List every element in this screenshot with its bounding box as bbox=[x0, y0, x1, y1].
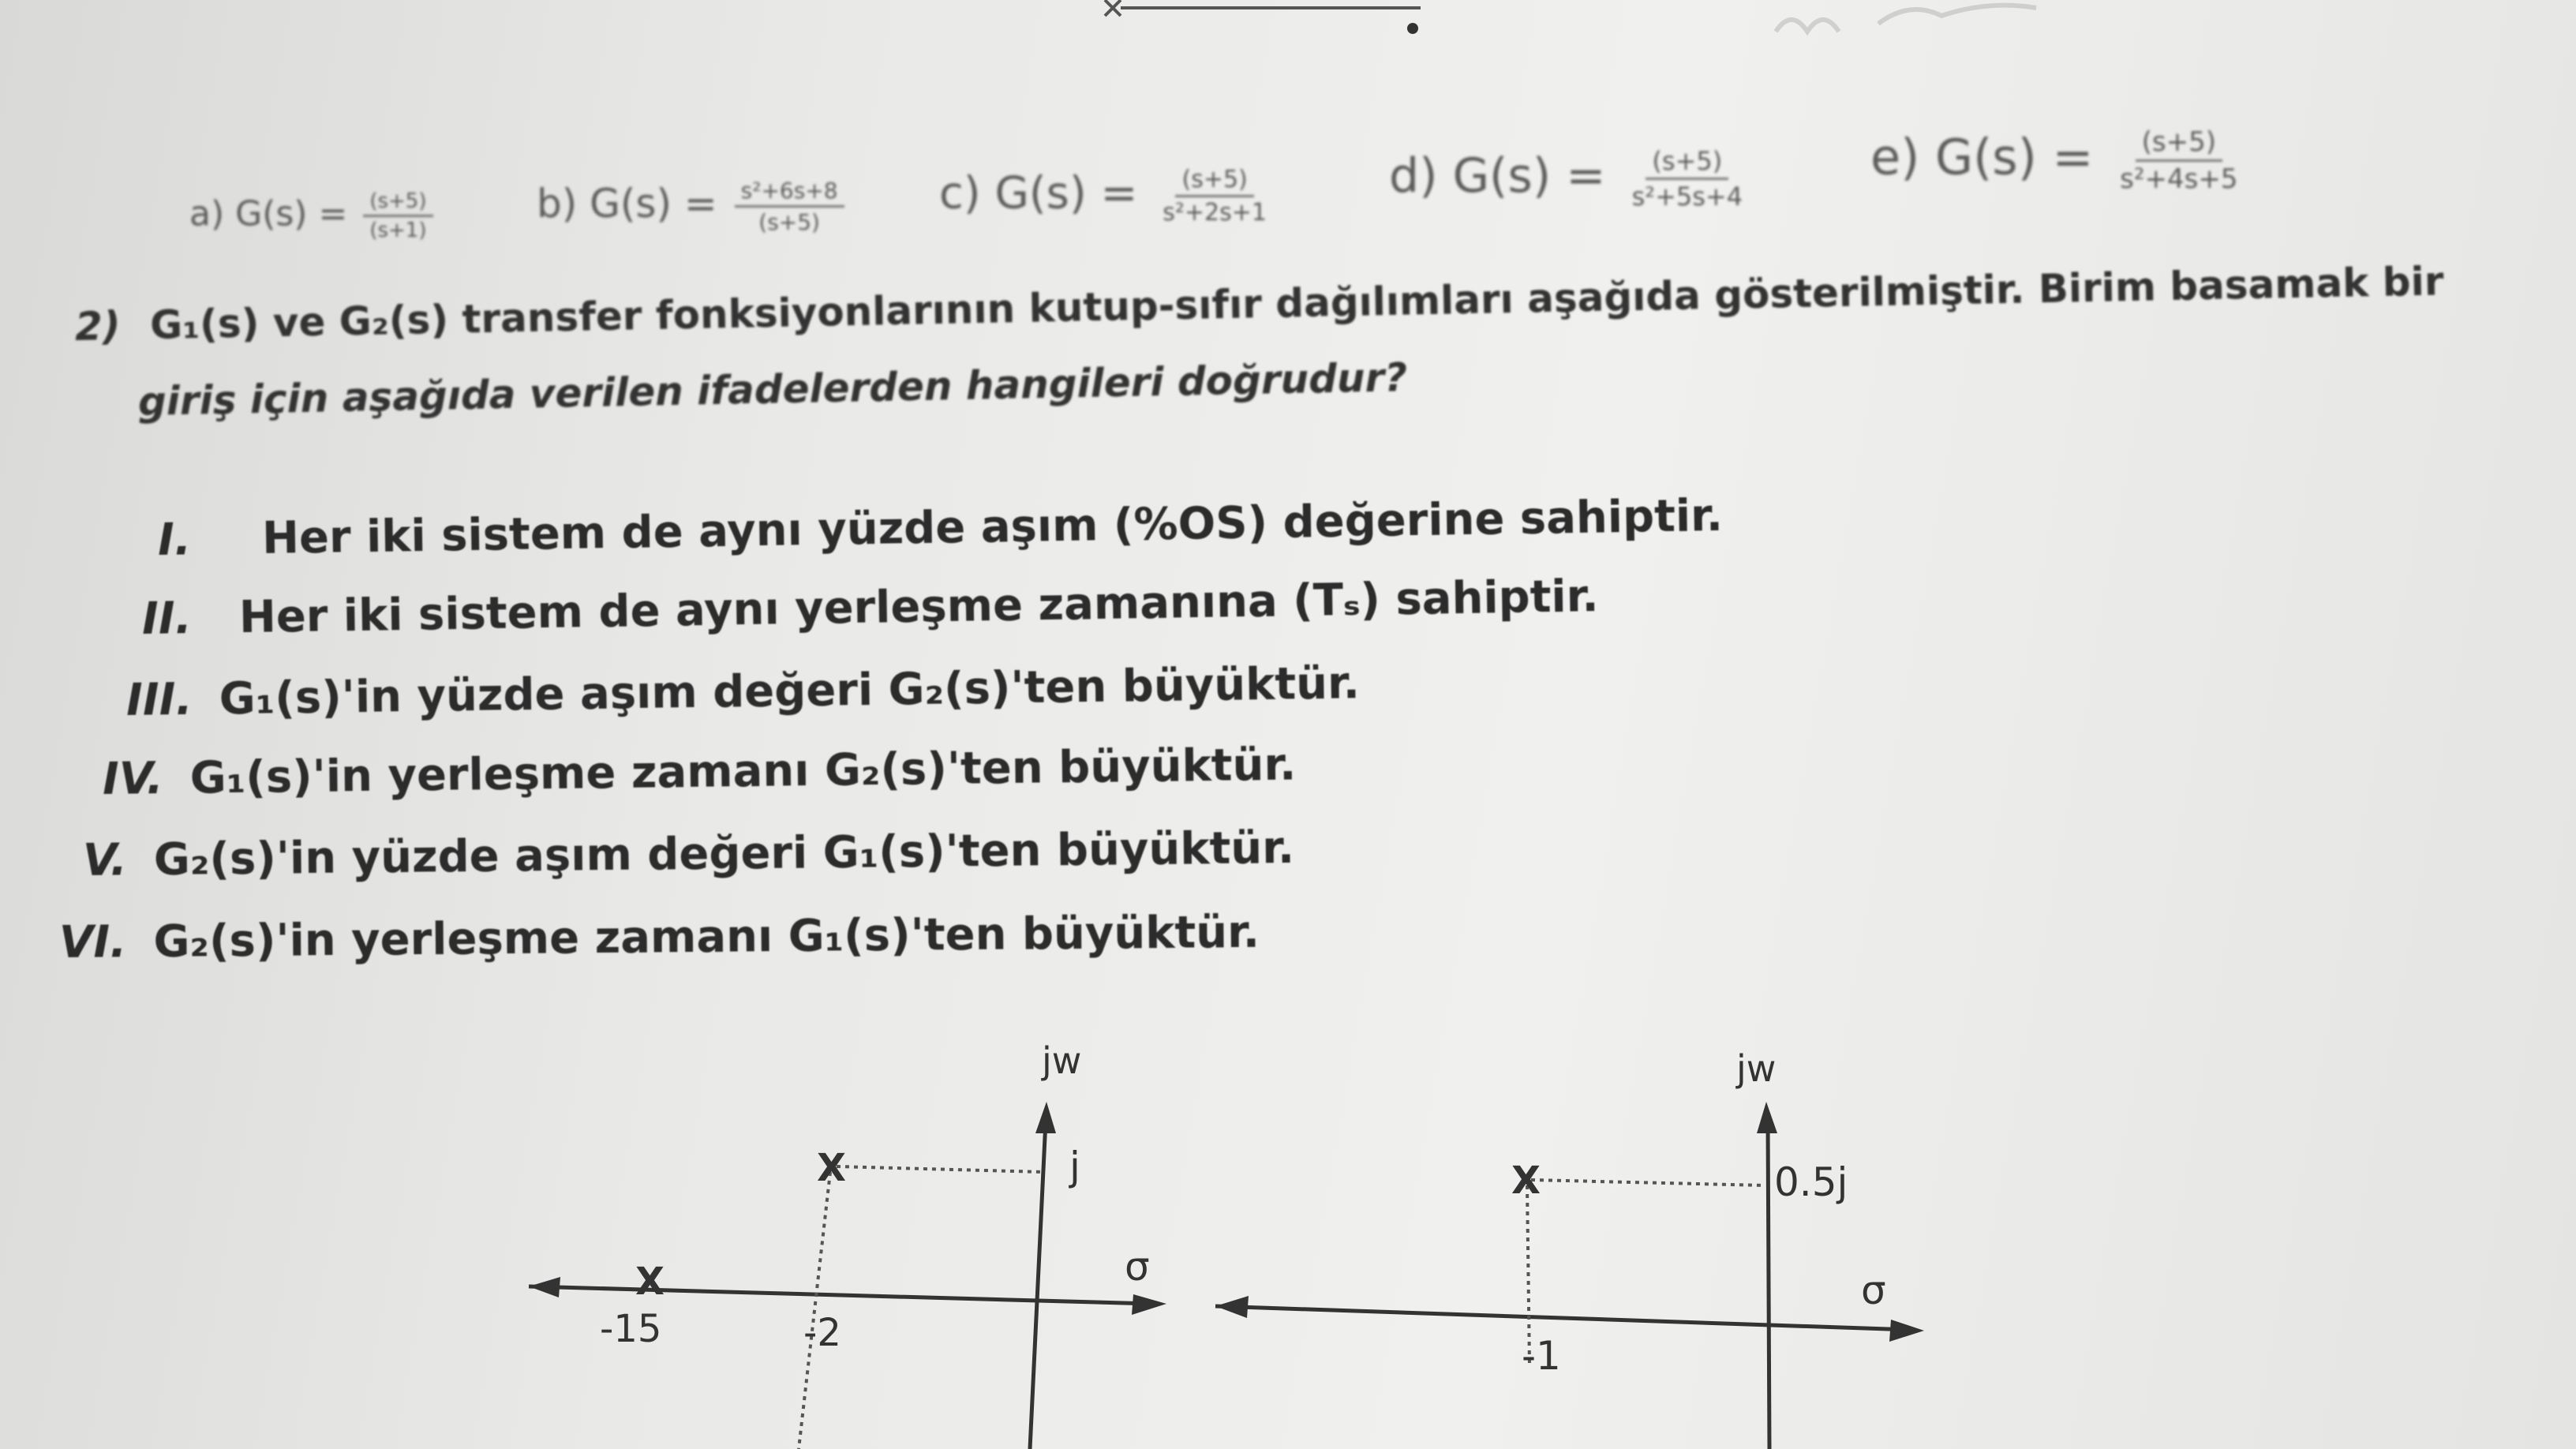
plot2-real-axis bbox=[1215, 1296, 1924, 1342]
plot1-imag-axis bbox=[1030, 1102, 1056, 1449]
formula-e-label: e) G(s) = bbox=[1870, 128, 2094, 186]
formula-c-label: c) G(s) = bbox=[939, 167, 1138, 219]
formula-e-denominator: s²+4s+5 bbox=[2120, 163, 2238, 195]
formula-d-denominator: s²+5s+4 bbox=[1631, 182, 1743, 212]
statement-3-number: III. bbox=[125, 673, 193, 726]
statement-4-text: G₁(s)'in yerleşme zamanı G₂(s)'ten büyüktür. bbox=[189, 739, 1297, 804]
statement-5-number: V. bbox=[82, 834, 128, 886]
statement-6-number: VI. bbox=[58, 916, 127, 968]
statement-1-number: I. bbox=[157, 514, 192, 566]
statement-5-text: G₂(s)'in yüzde aşım değeri G₁(s)'ten büyüktür. bbox=[153, 822, 1295, 886]
statement-4-number: IV. bbox=[102, 753, 164, 805]
statement-1-text: Her iki sistem de aynı yüzde aşım (%OS) değerine sahiptir. bbox=[261, 489, 1724, 564]
plot1-tick-minus2: -2 bbox=[803, 1311, 841, 1355]
question-line-2 bbox=[137, 354, 1407, 425]
statement-3-text: G₁(s)'in yüzde aşım değeri G₂(s)'ten büyüktür. bbox=[219, 657, 1361, 725]
formula-a-numerator: (s+5) bbox=[363, 189, 432, 217]
plot2-pole-complex: X bbox=[1511, 1159, 1541, 1203]
plot2-sigma-label: σ bbox=[1861, 1267, 1886, 1313]
plot2-dotted-horizontal bbox=[1531, 1180, 1765, 1185]
formula-d-numerator: (s+5) bbox=[1646, 146, 1728, 180]
question-line-2-text: giriş için aşağıda verilen ifadelerden hangileri doğrudur? bbox=[137, 354, 1408, 425]
statement-6 bbox=[59, 907, 1260, 968]
statement-5 bbox=[83, 822, 1295, 886]
formula-a-denominator: (s+1) bbox=[369, 219, 427, 242]
formula-c-denominator: s²+2s+1 bbox=[1163, 199, 1267, 227]
statement-2-text: Her iki sistem de aynı yerleşme zamanına (Tₛ) sahiptir. bbox=[238, 571, 1600, 644]
formula-d bbox=[1389, 146, 1754, 212]
pole-zero-plot-g1 bbox=[505, 1026, 1215, 1449]
pole-zero-plot-g2 bbox=[1200, 1034, 1989, 1449]
formula-a bbox=[189, 189, 438, 242]
plot2-imag-axis bbox=[1757, 1102, 1777, 1449]
plot1-imag-tick: j bbox=[1069, 1144, 1080, 1189]
plot1-sigma-label: σ bbox=[1125, 1244, 1150, 1290]
plot2-jw-label: jw bbox=[1736, 1047, 1777, 1090]
plot1-pole-real: X bbox=[635, 1260, 665, 1304]
statement-4 bbox=[103, 739, 1297, 805]
formula-b-label: b) G(s) = bbox=[537, 181, 717, 227]
statement-2-number: II. bbox=[141, 593, 193, 645]
plot2-tick-minus1: -1 bbox=[1522, 1333, 1561, 1379]
formula-c bbox=[939, 166, 1278, 227]
formula-a-label: a) G(s) = bbox=[189, 193, 348, 234]
formula-b-denominator: (s+5) bbox=[758, 209, 820, 235]
formula-c-numerator: (s+5) bbox=[1175, 166, 1253, 197]
plot1-jw-label: jw bbox=[1042, 1039, 1082, 1082]
question-number: 2) bbox=[74, 302, 122, 350]
formula-b-numerator: s²+6s+8 bbox=[735, 178, 844, 208]
statement-3 bbox=[126, 657, 1361, 726]
plot1-dotted-horizontal bbox=[837, 1166, 1043, 1172]
question-line-1 bbox=[74, 258, 2443, 350]
top-scribble bbox=[1089, 0, 2115, 47]
statement-1 bbox=[157, 490, 1723, 566]
plot1-tick-minus15: -15 bbox=[600, 1307, 662, 1351]
formula-d-label: d) G(s) = bbox=[1389, 148, 1606, 204]
formula-e-numerator: (s+5) bbox=[2136, 126, 2222, 162]
formula-b bbox=[537, 178, 849, 235]
statement-6-text: G₂(s)'in yerleşme zamanı G₁(s)'ten büyüktür. bbox=[153, 906, 1260, 968]
plot1-pole-complex: X bbox=[817, 1146, 847, 1190]
statement-2 bbox=[141, 571, 1599, 645]
question-line-1-text: G₁(s) ve G₂(s) transfer fonksiyonlarının kutup-sıfır dağılımları aşağıda gösterilmiştir. Birim basamak bir bbox=[149, 258, 2444, 349]
formula-e bbox=[1870, 126, 2248, 195]
plot2-imag-tick: 0.5j bbox=[1774, 1159, 1848, 1205]
